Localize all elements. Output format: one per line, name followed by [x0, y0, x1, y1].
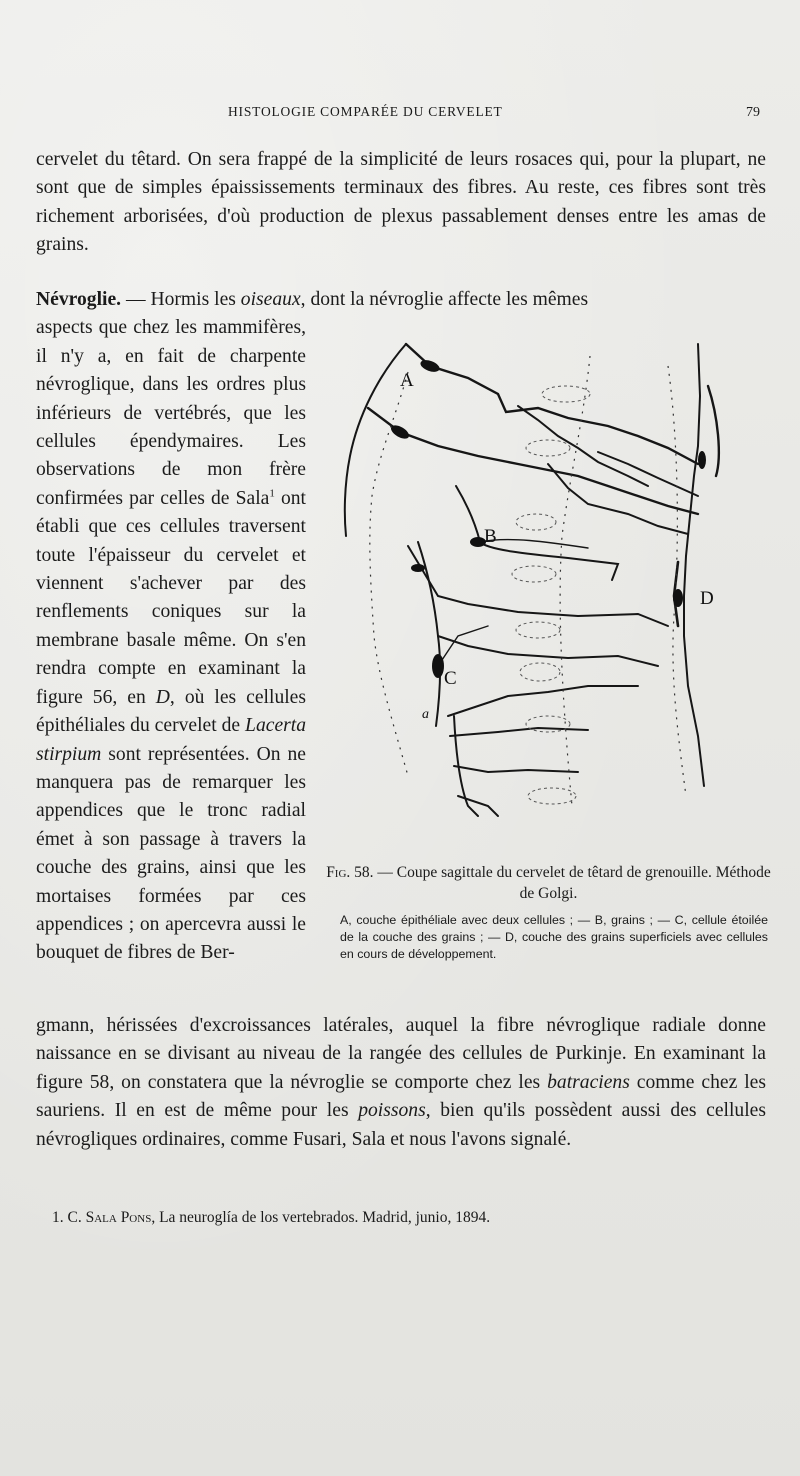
footnote: [52, 1208, 772, 1228]
paragraph-2-first-line: Névroglie. — Hormis les oiseaux, dont la névroglie affecte les mêmes: [36, 289, 589, 310]
figure-label-a: A: [400, 370, 414, 391]
figure-label-d: D: [700, 588, 714, 609]
figure-label-b: B: [484, 526, 497, 547]
running-title: HISTOLOGIE COMPARÉE DU CERVELET: [228, 104, 503, 119]
footnote-text: , La neuroglía de los vertebrados. Madrid, junio, 1894.: [151, 1209, 491, 1226]
section-heading: Névroglie.: [36, 289, 122, 310]
figure-label-c: C: [444, 668, 457, 689]
figure-label-a-small: a: [422, 707, 429, 722]
page-number: 79: [746, 105, 760, 120]
footnote-author: C. Sala Pons: [67, 1209, 152, 1226]
page-header: [0, 104, 800, 128]
paragraph-3: gmann, hérissées d'excroissances latérales, auquel la fibre névroglique radiale donne naissance en se divisant au niveau de la rangée des cellules de Purkinje. En examinant la figure 58, on constatera que la névroglie se comporte chez les batraciens comme chez les sauriens. Il en est de même pour les poissons, bien qu'ils possèdent aussi des cellules névrogliques ordinaires, comme Fusari, Sala et nous l'avons signalé.: [36, 1015, 766, 1150]
golgi-section-drawing: [338, 336, 758, 836]
paragraph-1: cervelet du têtard. On sera frappé de la simplicité de leurs rosaces qui, pour la plupart, ne sont que de simples épaississements terminaux des fibres. Au reste, ces fibres sont très richement arborisées, d'où production de plexus passablement denses entre les amas de grains.: [36, 149, 766, 256]
figure-caption-title: Fig. 58. — Coupe sagittale du cervelet de têtard de grenouille. Méthode de Golgi.: [326, 864, 771, 902]
figure-caption-body: A, couche épithéliale avec deux cellules ; — B, grains ; — C, cellule étoilée de la couche des grains ; — D, couche des grains superficiels avec cellules en cours de développement.: [340, 913, 768, 961]
footnote-reference: 1: [269, 487, 275, 500]
paragraph-2: Névroglie. — Hormis les oiseaux, dont la névroglie affecte les mêmes aspects que chez les mammifères, il n'y a, en fait de charpente névroglique, dans les ordres plus inférieurs de vertébrés, que les cellules épendymaires. Les observations de mon frère confirmées par celles de Sala$^1$ ont établi que ces cellules traversent toute l'épaisseur du cervelet et viennent s'achever par des renflements coniques sur la membrane basale même. On s'en rendra compte en examinant la figure 56, en D, où les cellules épithéliales du cervelet de Lacerta stirpium sont représentées. On ne manquera pas de remarquer les appendices que le tronc radial émet à son passage à travers la couche des grains, ainsi que les mortaises formées par ces appendices ; on apercevra aussi le bouquet de fibres de Ber-: [36, 286, 306, 968]
figure-58-illustration: [338, 336, 758, 836]
footnote-number: 1.: [52, 1209, 64, 1226]
